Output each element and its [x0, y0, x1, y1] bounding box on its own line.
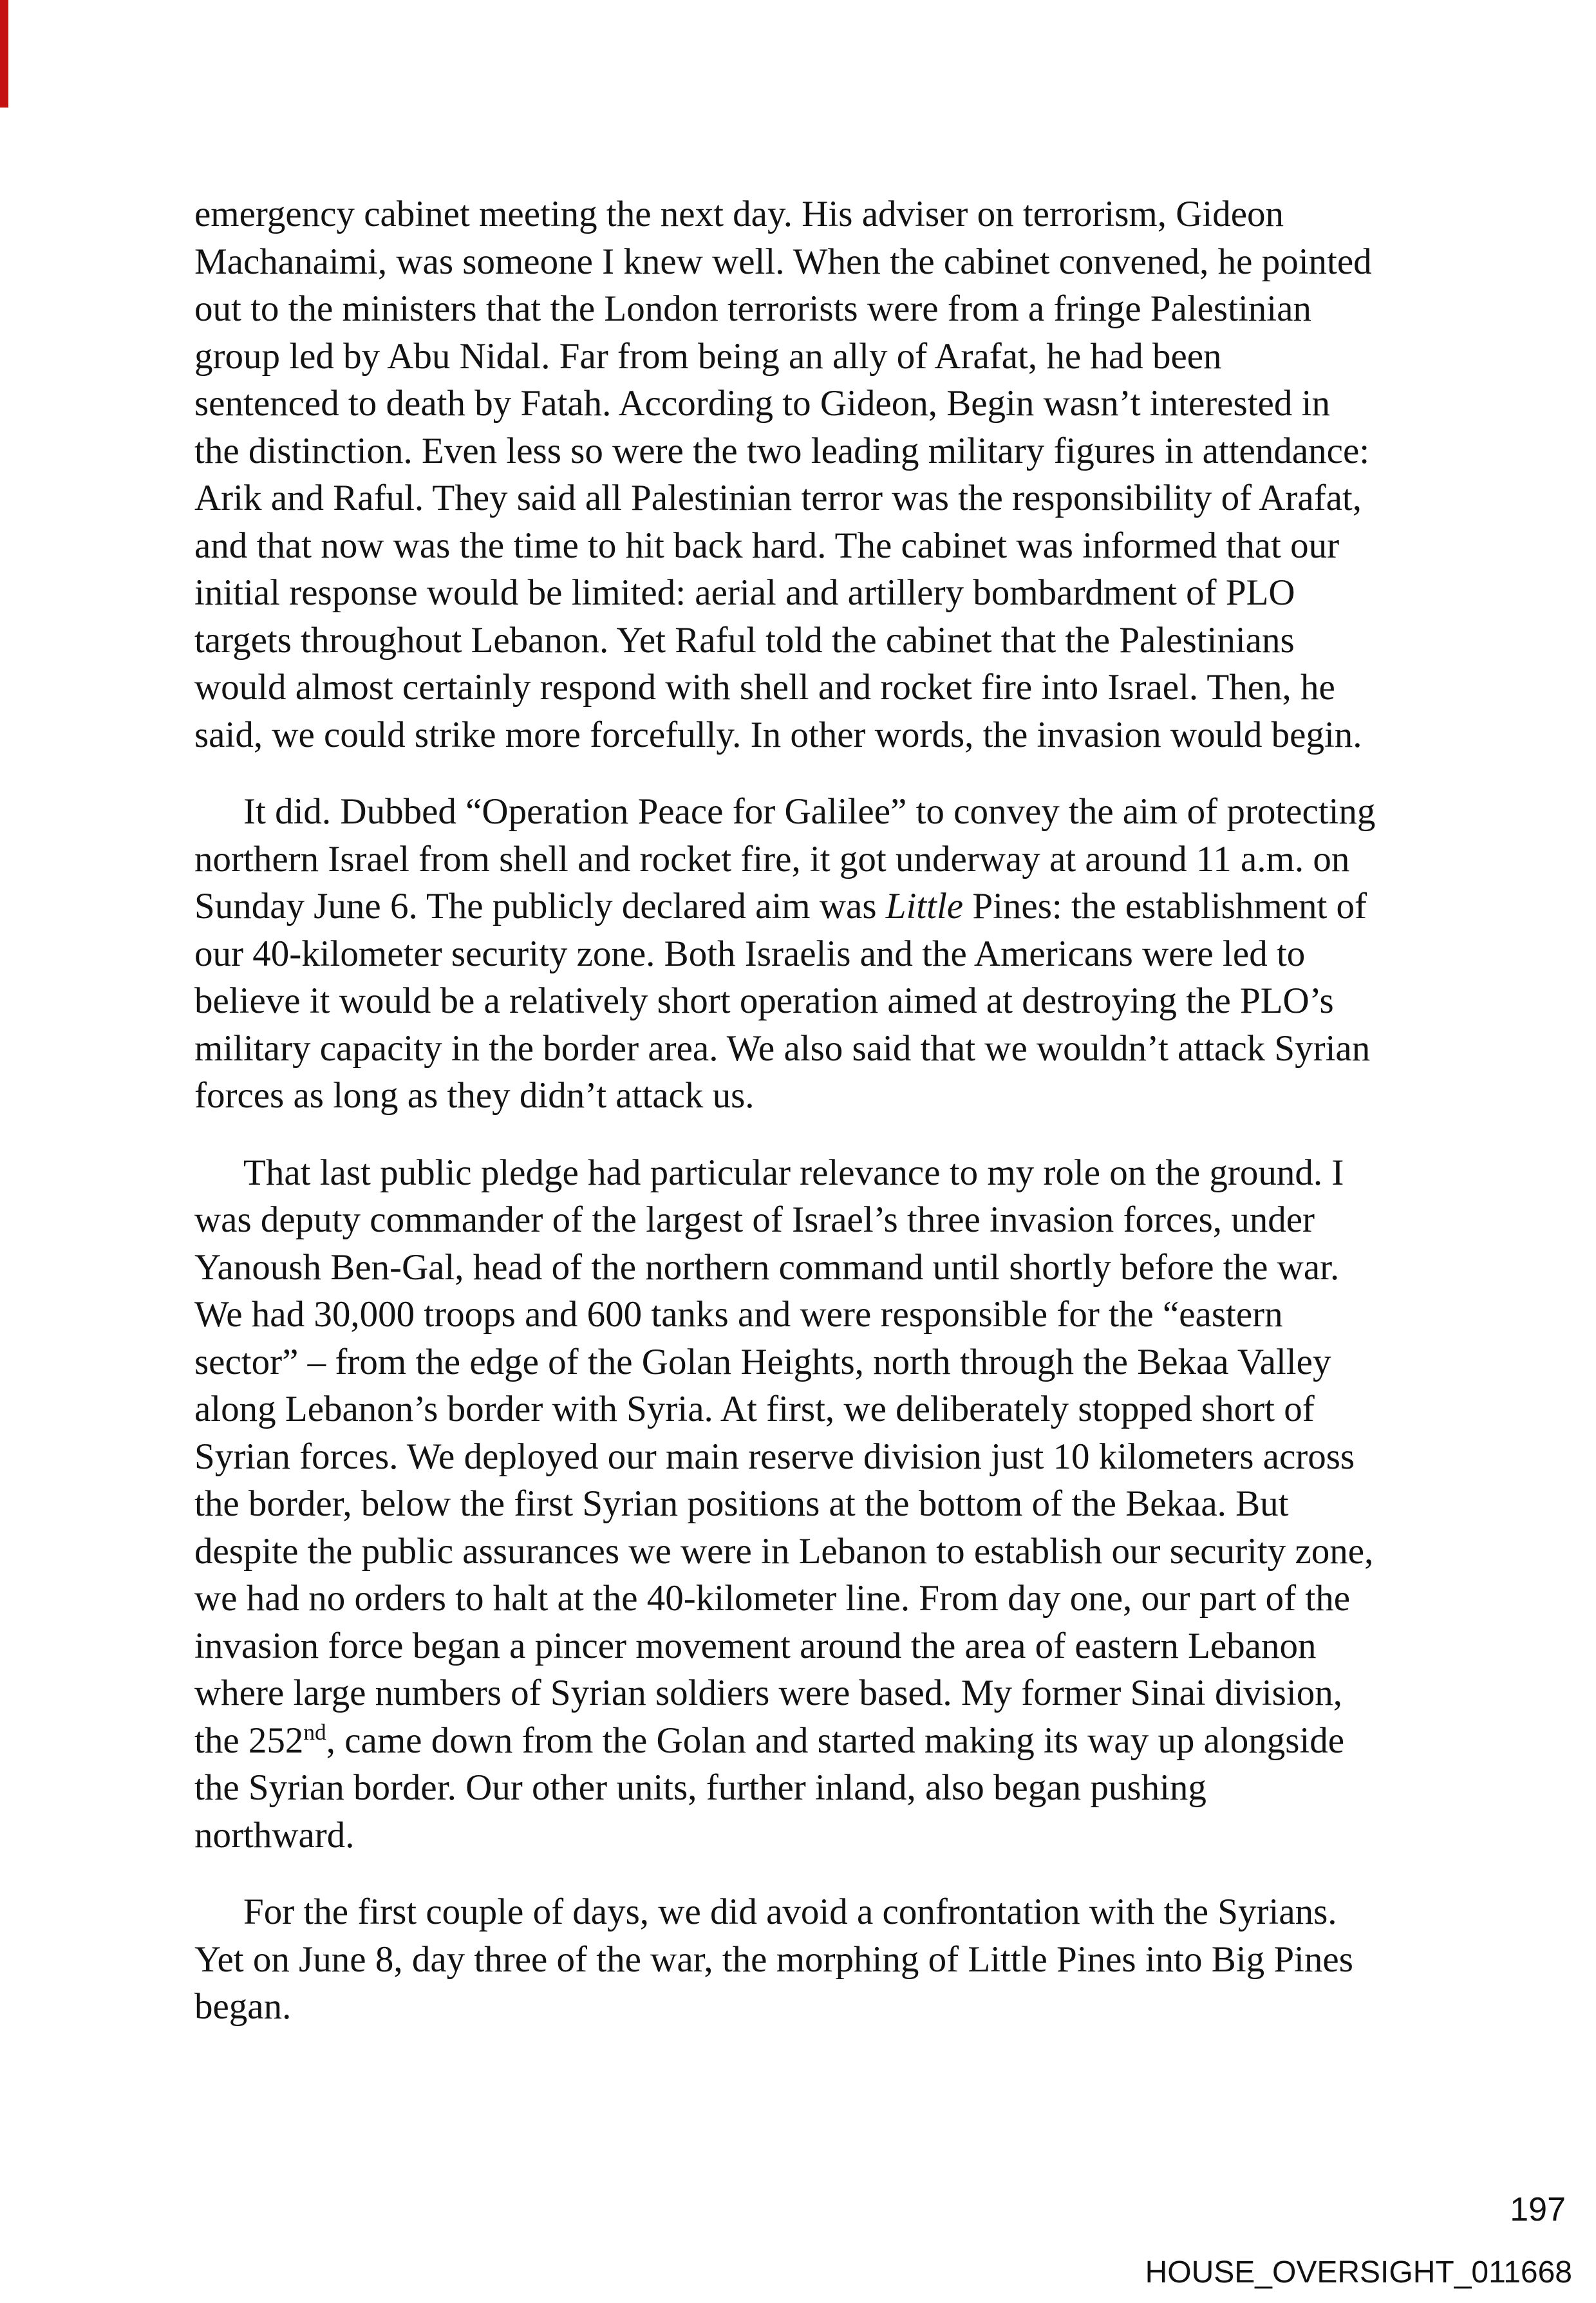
superscript-text: nd	[303, 1719, 326, 1745]
text-segment: Syrian forces. We deployed our main reserve division just 10 kilometers across	[194, 1436, 1355, 1477]
text-line	[194, 1386, 1488, 1433]
italic-text: Little	[885, 886, 964, 926]
text-segment: sector” – from the edge of the Golan Heights, north through the Bekaa Valley	[194, 1341, 1331, 1382]
text-line	[194, 617, 1488, 664]
text-line	[194, 1072, 1488, 1120]
text-line	[194, 238, 1488, 286]
text-segment: Machanaimi, was someone I knew well. When the cabinet convened, he pointed	[194, 241, 1372, 282]
text-line	[194, 1291, 1488, 1339]
text-segment: where large numbers of Syrian soldiers were based. My former Sinai division,	[194, 1673, 1342, 1713]
text-segment: the distinction. Even less so were the two leading military figures in attendance:	[194, 430, 1370, 471]
left-edge-mark	[0, 0, 8, 108]
text-segment: group led by Abu Nidal. Far from being an ally of Arafat, he had been	[194, 335, 1222, 377]
text-segment: and that now was the time to hit back hard. The cabinet was informed that our	[194, 525, 1340, 566]
text-line	[194, 1983, 1488, 2031]
text-segment: the 252	[194, 1720, 304, 1761]
text-segment: military capacity in the border area. We also said that we wouldn’t attack Syrian	[194, 1028, 1371, 1069]
text-segment: For the first couple of days, we did avoid a confrontation with the Syrians.	[243, 1892, 1337, 1932]
text-line	[194, 1025, 1488, 1073]
text-line	[194, 428, 1488, 475]
text-line	[194, 1812, 1488, 1859]
text-segment: along Lebanon’s border with Syria. At first, we deliberately stopped short of	[194, 1389, 1315, 1429]
text-line	[194, 380, 1488, 428]
text-line	[194, 285, 1488, 333]
text-segment: That last public pledge had particular relevance to my role on the ground. I	[243, 1152, 1344, 1193]
page-text	[194, 191, 1488, 2031]
text-segment: invasion force began a pincer movement around the area of eastern Lebanon	[194, 1625, 1317, 1666]
text-line	[194, 977, 1488, 1025]
text-line	[194, 883, 1488, 930]
paragraph	[194, 788, 1488, 1120]
text-segment: forces as long as they didn’t attack us.	[194, 1075, 755, 1116]
text-segment: began.	[194, 1986, 292, 2027]
text-line	[194, 1888, 1488, 1936]
text-line	[194, 1196, 1488, 1244]
text-line	[194, 569, 1488, 617]
text-segment: Yet on June 8, day three of the war, the morphing of Little Pines into Big Pines	[194, 1939, 1353, 1980]
text-segment: would almost certainly respond with shell and rocket fire into Israel. Then, he	[194, 667, 1335, 708]
text-line	[194, 788, 1488, 836]
text-line	[194, 1764, 1488, 1812]
text-segment: Sunday June 6. The publicly declared aim was	[194, 886, 886, 926]
text-segment: the Syrian border. Our other units, further inland, also began pushing	[194, 1767, 1206, 1808]
text-segment: northward.	[194, 1814, 355, 1856]
text-segment: sentenced to death by Fatah. According to Gideon, Begin wasn’t interested in	[194, 383, 1330, 424]
text-segment: was deputy commander of the largest of Israel’s three invasion forces, under	[194, 1199, 1315, 1240]
paragraph	[194, 191, 1488, 758]
text-segment: We had 30,000 troops and 600 tanks and were responsible for the “eastern	[194, 1294, 1283, 1335]
text-line	[194, 522, 1488, 570]
text-line	[194, 1717, 1488, 1765]
paragraph	[194, 1888, 1488, 2031]
text-line	[194, 191, 1488, 238]
text-segment: said, we could strike more forcefully. In other words, the invasion would begin.	[194, 714, 1362, 755]
text-line	[194, 1149, 1488, 1197]
text-segment: despite the public assurances we were in Lebanon to establish our security zone,	[194, 1530, 1374, 1572]
text-segment: believe it would be a relatively short operation aimed at destroying the PLO’s	[194, 981, 1334, 1021]
text-line	[194, 1433, 1488, 1481]
text-line	[194, 1480, 1488, 1528]
text-segment: Pines: the establishment of	[963, 886, 1367, 926]
text-segment: It did. Dubbed “Operation Peace for Galilee” to convey the aim of protecting	[243, 791, 1376, 832]
text-segment: initial response would be limited: aerial and artillery bombardment of PLO	[194, 572, 1295, 613]
bates-stamp: HOUSE_OVERSIGHT_011668	[1145, 2255, 1572, 2289]
text-line	[194, 664, 1488, 711]
text-line	[194, 1936, 1488, 1984]
text-segment: Arik and Raful. They said all Palestinian terror was the responsibility of Arafat,	[194, 478, 1362, 518]
text-segment: Yanoush Ben-Gal, head of the northern command until shortly before the war.	[194, 1246, 1340, 1288]
text-line	[194, 1669, 1488, 1717]
text-segment: northern Israel from shell and rocket fire, it got underway at around 11 a.m. on	[194, 838, 1350, 879]
text-segment: emergency cabinet meeting the next day. His adviser on terrorism, Gideon	[194, 194, 1284, 234]
text-segment: out to the ministers that the London terrorists were from a fringe Palestinian	[194, 288, 1311, 329]
text-segment: our 40-kilometer security zone. Both Israelis and the Americans were led to	[194, 933, 1306, 974]
text-line	[194, 1575, 1488, 1622]
text-line	[194, 1622, 1488, 1670]
text-line	[194, 1528, 1488, 1575]
text-line	[194, 930, 1488, 978]
text-segment: , came down from the Golan and started making its way up alongside	[326, 1720, 1345, 1761]
text-line	[194, 1339, 1488, 1386]
text-segment: we had no orders to halt at the 40-kilometer line. From day one, our part of the	[194, 1578, 1350, 1619]
text-line	[194, 333, 1488, 381]
text-line	[194, 836, 1488, 883]
text-line	[194, 1244, 1488, 1292]
paragraph	[194, 1149, 1488, 1859]
text-segment: the border, below the first Syrian positions at the bottom of the Bekaa. But	[194, 1483, 1289, 1524]
page-number: 197	[1510, 2191, 1566, 2228]
text-segment: targets throughout Lebanon. Yet Raful told the cabinet that the Palestinians	[194, 619, 1295, 661]
text-line	[194, 475, 1488, 522]
text-line	[194, 711, 1488, 759]
